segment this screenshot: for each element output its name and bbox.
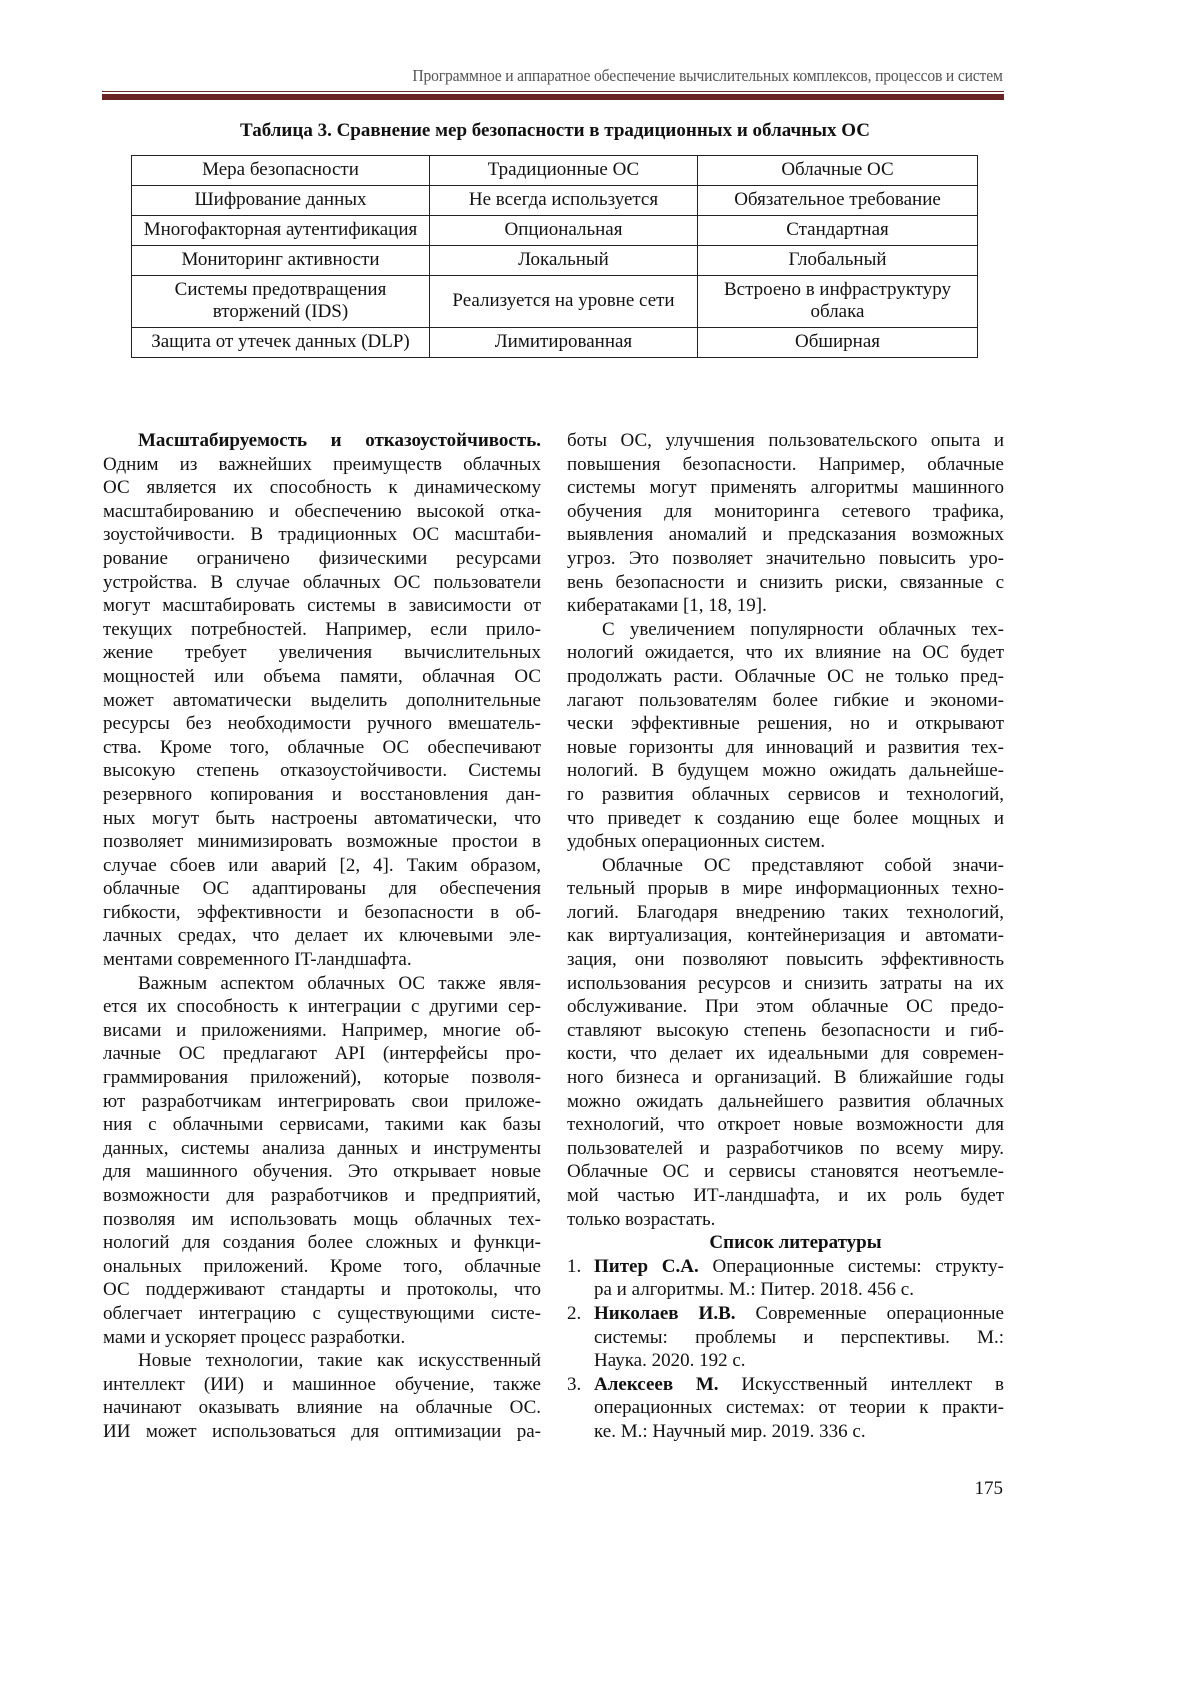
running-header: Программное и аппаратное обеспечение вычислительных комплексов, процессов и систем	[412, 66, 1003, 85]
table-cell: Обширная	[698, 328, 978, 358]
text-line: ется их способность к интеграции с другими сер-	[103, 996, 541, 1018]
text-line: Важным аспектом облачных ОС также явля-	[138, 972, 541, 994]
text-line: Облачные ОС представляют собой значи-	[602, 854, 1004, 876]
text-line: С увеличением популярности облачных тех-	[602, 618, 1004, 640]
text-line	[594, 1302, 1004, 1326]
table-header-cell: Традиционные ОС	[430, 156, 698, 186]
table-cell: Шифрование данных	[132, 186, 430, 216]
text-line: мой частью ИТ-ландшафта, и их роль будет	[567, 1185, 1004, 1206]
references-heading: Список литературы	[709, 1232, 882, 1254]
text-line: Наука. 2020. 192 с.	[594, 1350, 746, 1372]
table-row	[132, 276, 978, 328]
text-line: резервного копирования и восстановления дан-	[103, 783, 541, 805]
reference-author: Николаев И.В.	[594, 1302, 736, 1324]
paragraph	[567, 429, 1004, 618]
table-header-cell: Мера безопасности	[132, 156, 430, 186]
text-line: системы: проблемы и перспективы. М.:	[594, 1326, 1004, 1348]
text-line: ра и алгоритмы. М.: Питер. 2018. 456 с.	[594, 1279, 914, 1301]
text-line: использования ресурсов и снизить затраты на их	[567, 972, 1004, 994]
table-cell: Локальный	[430, 246, 698, 276]
table-cell: Многофакторная аутентификация	[132, 216, 430, 246]
text-line: угроз. Это позволяет значительно повысить уро-	[567, 547, 1004, 569]
text-line: пользователей и разработчиков по всему миру.	[567, 1137, 1004, 1159]
table-cell: Не всегда используется	[430, 186, 698, 216]
text-line: позволяя им использовать мощь облачных тех-	[103, 1208, 541, 1230]
text-line: ке. М.: Научный мир. 2019. 336 с.	[594, 1420, 866, 1442]
text-line: мощностей или объема памяти, облачная ОС	[103, 665, 541, 687]
reference-number: 3.	[567, 1373, 582, 1395]
right-text-column	[567, 429, 1004, 1444]
table-cell: Лимитированная	[430, 328, 698, 358]
table-header-cell: Облачные ОС	[698, 156, 978, 186]
table-caption: Таблица 3. Сравнение мер безопасности в традиционных и облачных ОС	[240, 120, 870, 141]
text-line: Новые технологии, такие как искусственный	[138, 1350, 541, 1372]
paragraph	[567, 618, 1004, 854]
reference-author: Алексеев М.	[594, 1373, 719, 1395]
reference-text: Искусственный интеллект в	[718, 1373, 1005, 1395]
table-cell: Системы предотвращения вторжений (IDS)	[132, 276, 430, 328]
table-row	[132, 328, 978, 358]
text-line: новые горизонты для инноваций и развития тех-	[567, 736, 1004, 758]
text-line: боты ОС, улучшения пользовательского опыта и	[567, 430, 1004, 451]
text-line: лачных средах, что делает их ключевыми эле-	[103, 925, 541, 947]
text-line: гибкости, эффективности и безопасности в об-	[103, 901, 541, 923]
reference-text: Операционные системы: структу-	[698, 1255, 1004, 1277]
header-rule-thin	[102, 91, 1004, 92]
text-line: мами и ускоряет процесс разработки.	[103, 1326, 406, 1348]
paragraph	[103, 972, 541, 1350]
text-line: го развития облачных сервисов и технологий,	[567, 783, 1004, 805]
text-line: ного бизнеса и организаций. В ближайшие годы	[567, 1067, 1004, 1089]
text-line: ИИ может использоваться для оптимизации ра-	[103, 1420, 541, 1442]
text-line: что приведет к созданию еще более мощных и	[567, 807, 1004, 829]
reference-item	[567, 1255, 1004, 1302]
paragraph	[103, 429, 541, 972]
text-line: Масштабируемость и отказоустойчивость.	[138, 430, 541, 451]
text-line: висами и приложениями. Например, многие об-	[103, 1019, 541, 1041]
text-line: для машинного обучения. Это открывает новые	[103, 1161, 541, 1183]
text-line: позволяет минимизировать возможные простои в	[103, 831, 541, 853]
table-cell: Реализуется на уровне сети	[430, 276, 698, 328]
text-line: облегчает интеграцию с существующими систе-	[103, 1302, 541, 1324]
text-line: зоустойчивости. В традиционных ОС масштаби-	[103, 524, 541, 546]
reference-author: Питер С.А.	[594, 1255, 699, 1277]
table-cell: Глобальный	[698, 246, 978, 276]
text-line: могут масштабировать системы в зависимости от	[103, 595, 541, 617]
text-line: жение требует увеличения вычислительных	[103, 642, 541, 664]
text-line: рование ограничено физическими ресурсами	[103, 547, 541, 569]
text-line: ных могут быть настроены автоматически, что	[103, 807, 541, 829]
text-line: чески эффективные решения, но и открывают	[567, 713, 1004, 735]
text-line: нологий ожидается, что их влияние на ОС будет	[567, 642, 1004, 664]
paragraph	[567, 854, 1004, 1232]
text-line: устройства. В случае облачных ОС пользователи	[103, 571, 541, 593]
reference-number: 1.	[567, 1255, 582, 1277]
text-line: кибератаками [1, 18, 19].	[567, 595, 767, 617]
text-line: удобных операционных систем.	[567, 831, 826, 853]
text-line: системы могут применять алгоритмы машинного	[567, 477, 1004, 499]
table-row	[132, 246, 978, 276]
text-line: обслуживание. При этом облачные ОС предо-	[567, 996, 1004, 1018]
text-line: данных, системы анализа данных и инструменты	[103, 1137, 541, 1159]
text-line: масштабированию и обеспечению высокой отка-	[103, 500, 541, 522]
text-line: ОС поддерживают стандарты и протоколы, что	[103, 1279, 541, 1301]
text-line: граммирования приложений), которые позволя-	[103, 1067, 541, 1089]
table-cell: Мониторинг активности	[132, 246, 430, 276]
text-line: продолжать расти. Облачные ОС не только пред-	[567, 665, 1004, 687]
table-row	[132, 216, 978, 246]
left-text-column	[103, 429, 541, 1444]
table-cell: Опциональная	[430, 216, 698, 246]
text-line: облачные ОС адаптированы для обеспечения	[103, 878, 541, 900]
text-line: ресурсы без необходимости ручного вмешатель-	[103, 713, 541, 735]
text-line: нологий для создания более сложных и функци-	[103, 1232, 541, 1254]
text-line: логий. Благодаря внедрению таких технологий,	[567, 901, 1004, 923]
text-line: тельный прорыв в мире информационных техно-	[567, 878, 1004, 900]
table-header-row	[132, 156, 978, 186]
text-line: лагают пользователям более гибкие и экономи-	[567, 689, 1004, 711]
text-line: повышения безопасности. Например, облачные	[567, 453, 1004, 475]
text-line: как виртуализация, контейнеризация и автомати-	[567, 925, 1004, 947]
text-line	[594, 1255, 1004, 1279]
text-line: начинают оказывать влияние на облачные ОС.	[103, 1397, 541, 1419]
text-line: выявления аномалий и предсказания возможных	[567, 524, 1004, 546]
text-line: можно ожидать дальнейшего развития облачных	[567, 1090, 1004, 1112]
text-line: возможности для разработчиков и предприятий,	[103, 1185, 541, 1206]
text-line: зация, они позволяют повысить эффективность	[567, 949, 1004, 971]
text-line: может автоматически выделить дополнительные	[103, 689, 541, 711]
text-line: ментами современного IT-ландшафта.	[103, 949, 412, 971]
text-line: случае сбоев или аварий [2, 4]. Таким образом,	[103, 854, 541, 876]
text-line: операционных системах: от теории к практи-	[594, 1397, 1004, 1419]
page-number: 175	[974, 1478, 1003, 1499]
references-list	[567, 1255, 1004, 1444]
text-line: технологий, что откроет новые возможности для	[567, 1114, 1004, 1136]
text-line: Одним из важнейших преимуществ облачных	[103, 453, 541, 475]
reference-number: 2.	[567, 1302, 582, 1324]
table-cell: Защита от утечек данных (DLP)	[132, 328, 430, 358]
text-line: кости, что делает их идеальными для современ-	[567, 1043, 1004, 1065]
table-cell: Обязательное требование	[698, 186, 978, 216]
text-line: Облачные ОС и сервисы становятся неотъемле-	[567, 1161, 1004, 1183]
text-line: ства. Кроме того, облачные ОС обеспечивают	[103, 736, 541, 758]
text-line: высокую степень отказоустойчивости. Системы	[103, 760, 541, 782]
text-line: ональных приложений. Кроме того, облачные	[103, 1255, 541, 1277]
text-line: ОС является их способность к динамическому	[103, 477, 541, 499]
text-line: интеллект (ИИ) и машинное обучение, также	[103, 1373, 541, 1395]
text-line: ют разработчикам интегрировать свои приложе-	[103, 1090, 541, 1112]
reference-text: Современные операционные	[735, 1302, 1004, 1324]
reference-item	[567, 1302, 1004, 1373]
text-line: обучения для мониторинга сетевого трафика,	[567, 500, 1004, 522]
header-rule-thick	[102, 94, 1004, 100]
text-line: ставляют высокую степень безопасности и гиб-	[567, 1019, 1004, 1041]
table-cell: Встроено в инфраструктуру облака	[698, 276, 978, 328]
text-line: нологий. В будущем можно ожидать дальнейше-	[567, 760, 1004, 782]
table-row	[132, 186, 978, 216]
text-line	[594, 1373, 1004, 1397]
reference-item	[567, 1373, 1004, 1444]
text-line: текущих потребностей. Например, если прило-	[103, 618, 541, 640]
comparison-table	[131, 155, 978, 358]
text-line: ния с облачными сервисами, такими как базы	[103, 1114, 541, 1136]
text-line: лачные ОС предлагают API (интерфейсы про-	[103, 1043, 541, 1065]
text-line: только возрастать.	[567, 1208, 716, 1230]
table-cell: Стандартная	[698, 216, 978, 246]
text-line: вень безопасности и снизить риски, связанные с	[567, 571, 1004, 593]
paragraph	[103, 1349, 541, 1443]
